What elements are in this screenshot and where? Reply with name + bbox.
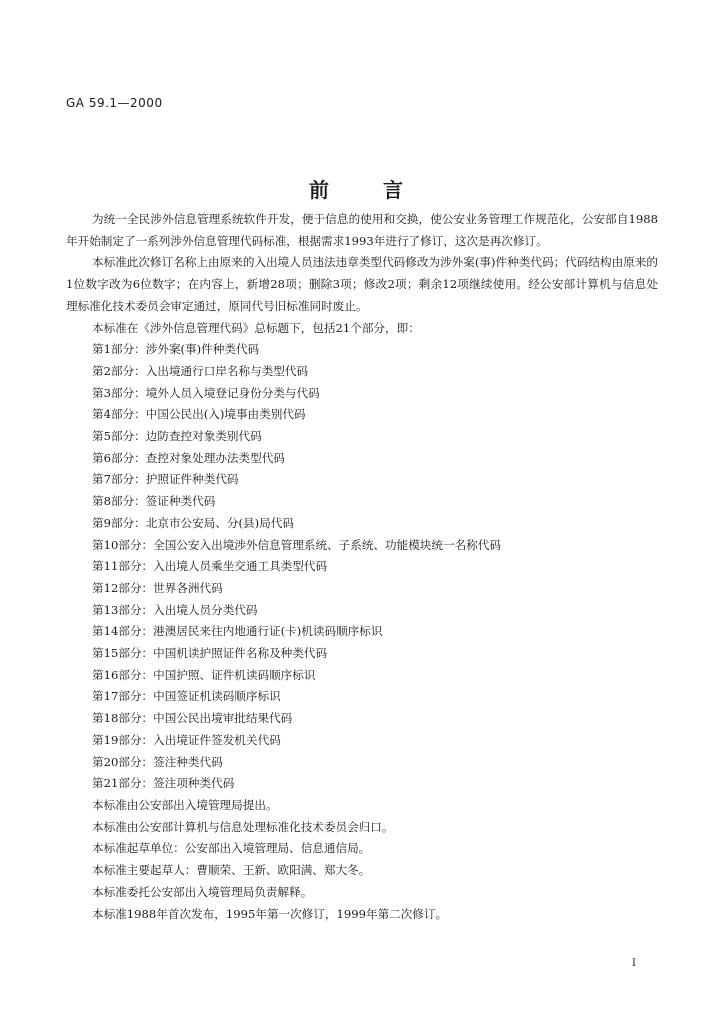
list-item: 第18部分：中国公民出境审批结果代码 — [92, 711, 293, 726]
list-item: 第20部分：签注种类代码 — [92, 754, 223, 769]
list-item: 第5部分：边防查控对象类别代码 — [92, 429, 262, 444]
list-item: 第21部分：签注项种类代码 — [92, 776, 235, 791]
title-char-2: 言 — [383, 178, 403, 202]
list-item: 第6部分：查控对象处理办法类型代码 — [92, 450, 285, 465]
list-item: 第1部分：涉外案(事)件种类代码 — [92, 342, 260, 357]
list-item: 第16部分：中国护照、证件机读码顺序标识 — [92, 667, 316, 682]
list-item: 第19部分：入出境证件签发机关代码 — [92, 732, 281, 747]
list-item: 第7部分：护照证件种类代码 — [92, 472, 239, 487]
list-item: 第2部分：入出境通行口岸名称与类型代码 — [92, 363, 309, 378]
document-code: GA 59.1—2000 — [66, 96, 163, 110]
committee-line: 本标准由公安部计算机与信息处理标准化技术委员会归口。 — [92, 819, 394, 834]
list-item: 第8部分：签证种类代码 — [92, 494, 216, 509]
list-item: 第9部分：北京市公安局、分(县)局代码 — [92, 515, 294, 530]
list-item: 第14部分：港澳居民来往内地通行证(卡)机读码顺序标识 — [92, 624, 383, 639]
proposer-line: 本标准由公安部出入境管理局提出。 — [92, 797, 278, 812]
intro-paragraph: 为统一全民涉外信息管理系统软件开发，便于信息的使用和交换，使公安业务管理工作规范化，公安部自1988年开始制定了一系列涉外信息管理代码标准，根据需求1993年进行了修订，这次是再次修订。 — [66, 212, 658, 248]
closing-statements — [66, 795, 658, 925]
parts-list — [66, 339, 658, 795]
revision-paragraph: 本标准此次修订名称上由原来的入出境人员违法违章类型代码修改为涉外案(事)件种类代码；代码结构由原来的1位数字改为6位数字；在内容上，新增28项；删除3项；修改2项；剩余12项继续使用。经公安部计算机与信息处理标准化技术委员会审定通过，原同代号旧标准同时废止。 — [66, 255, 658, 313]
drafters-line: 本标准主要起草人：曹顺荣、王新、欧阳满、郑大冬。 — [92, 863, 371, 878]
list-item: 第11部分：入出境人员乘坐交通工具类型代码 — [92, 559, 328, 574]
page-title — [0, 174, 712, 203]
interpretation-line: 本标准委托公安部出入境管理局负责解释。 — [92, 884, 313, 899]
page-number: I — [632, 958, 636, 969]
list-item: 第13部分：入出境人员分类代码 — [92, 602, 258, 617]
list-item: 第12部分：世界各洲代码 — [92, 580, 223, 595]
list-item: 第4部分：中国公民出(入)境事由类别代码 — [92, 407, 306, 422]
history-line: 本标准1988年首次发布，1995年第一次修订，1999年第二次修订。 — [92, 906, 448, 921]
parts-intro-paragraph: 本标准在《涉外信息管理代码》总标题下，包括21个部分，即： — [92, 320, 420, 335]
drafting-unit-line: 本标准起草单位：公安部出入境管理局、信息通信局。 — [92, 841, 371, 856]
list-item: 第10部分：全国公安入出境涉外信息管理系统、子系统、功能模块统一名称代码 — [92, 537, 501, 552]
list-item: 第15部分：中国机读护照证件名称及种类代码 — [92, 646, 328, 661]
list-item: 第3部分：境外人员入境登记身份分类与代码 — [92, 385, 320, 400]
title-char-1: 前 — [309, 178, 329, 202]
list-item: 第17部分：中国签证机读码顺序标识 — [92, 689, 281, 704]
foreword-body — [66, 209, 658, 925]
